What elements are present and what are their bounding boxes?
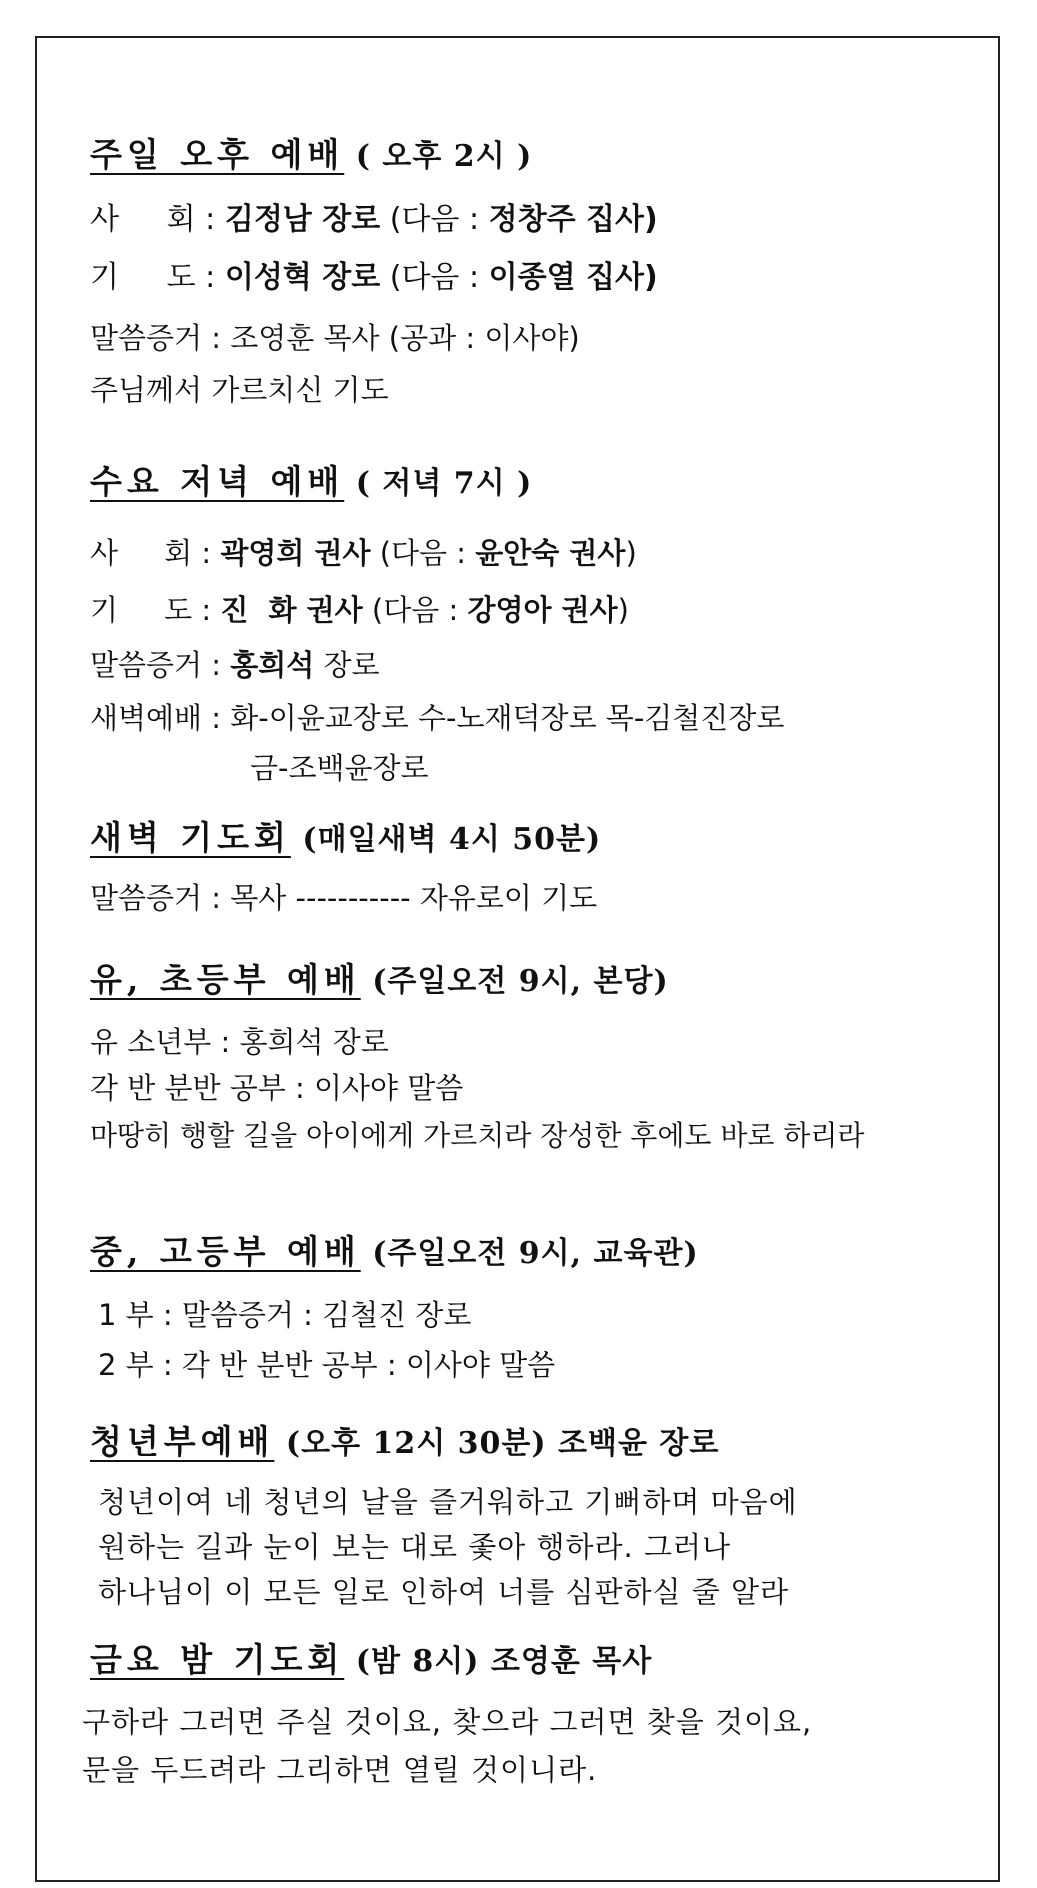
wed-pm-dawn-line: 새벽예배 : 화-이윤교장로 수-노재덕장로 목-김철진장로: [90, 701, 785, 735]
sunday-pm-host-next: 정창주 집사): [488, 202, 658, 237]
wed-pm-sermon-name: 홍희석: [230, 648, 315, 682]
elementary-line-3: 마땅히 행할 길을 아이에게 가르치라 장성한 후에도 바로 하리라: [90, 1119, 865, 1152]
elementary-heading: [90, 960, 669, 1002]
wed-pm-prayer-line: 기 도 : 진 화 권사 (다음 : 강영아 권사): [90, 593, 629, 627]
youth-verse-line-1: 청년이여 네 청년의 날을 즐거워하고 기뻐하며 마음에: [98, 1485, 798, 1519]
secondary-time: (주일오전 9시, 교육관): [372, 1236, 699, 1271]
secondary-line-1: 1 부 : 말씀증거 : 김철진 장로: [98, 1298, 472, 1332]
friday-time: (밤 8시) 조영훈 목사: [355, 1644, 653, 1679]
sunday-pm-topic: 주님께서 가르치신 기도: [90, 373, 389, 407]
wed-pm-sermon-line: 말씀증거 : 홍희석 장로: [90, 648, 380, 682]
secondary-title: 중, 고등부 예배: [90, 1232, 361, 1271]
youth-verse-line-3: 하나님이 이 모든 일로 인하여 너를 심판하실 줄 알라: [98, 1575, 790, 1609]
wed-pm-prayer-next: 강영아 권사: [467, 593, 618, 627]
wed-pm-host-next: 윤안숙 권사: [475, 536, 626, 570]
youth-heading: [90, 1422, 719, 1464]
wed-pm-dawn-schedule-cont: 금-조백윤장로: [250, 751, 429, 785]
elementary-line-1: 유 소년부 : 홍희석 장로: [90, 1025, 389, 1059]
friday-verse-line-1: 구하라 그러면 주실 것이요, 찾으라 그러면 찾을 것이요,: [82, 1705, 813, 1739]
wed-pm-title: 수요 저녁 예배: [90, 462, 345, 501]
sunday-pm-host: 김정남 장로: [224, 202, 381, 237]
dawn-prayer-time: (매일새벽 4시 50분): [302, 822, 602, 857]
youth-time: (오후 12시 30분) 조백윤 장로: [285, 1426, 720, 1461]
wed-pm-host-line: 사 회 : 곽영희 권사 (다음 : 윤안숙 권사): [90, 536, 637, 570]
elementary-line-2: 각 반 분반 공부 : 이사야 말씀: [90, 1071, 464, 1105]
secondary-heading: [90, 1232, 699, 1274]
dawn-prayer-line: 말씀증거 : 목사 ----------- 자유로이 기도: [90, 881, 598, 915]
wed-pm-time: ( 저녁 7시 ): [355, 466, 533, 501]
secondary-line-2: 2 부 : 각 반 분반 공부 : 이사야 말씀: [98, 1348, 556, 1382]
dawn-prayer-title: 새벽 기도회: [90, 818, 291, 857]
dawn-prayer-heading: [90, 818, 601, 860]
friday-verse-line-2: 문을 두드려라 그리하면 열릴 것이니라.: [82, 1753, 598, 1787]
sunday-pm-prayer-line: 기 도 : 이성혁 장로 (다음 : 이종열 집사): [90, 260, 658, 295]
elementary-title: 유, 초등부 예배: [90, 960, 361, 999]
elementary-time: (주일오전 9시, 본당): [372, 964, 669, 999]
sunday-pm-heading: [90, 135, 532, 177]
wed-pm-dawn-schedule: 화-이윤교장로 수-노재덕장로 목-김철진장로: [230, 701, 785, 735]
sunday-pm-prayer-next: 이종열 집사): [488, 260, 658, 295]
youth-title: 청년부예배: [90, 1422, 275, 1461]
sunday-pm-time: ( 오후 2시 ): [355, 139, 533, 174]
friday-heading: [90, 1640, 652, 1682]
wed-pm-heading: [90, 462, 532, 504]
youth-verse-line-2: 원하는 길과 눈이 보는 대로 좇아 행하라. 그러나: [98, 1530, 732, 1564]
sunday-pm-host-line: 사 회 : 김정남 장로 (다음 : 정창주 집사): [90, 202, 658, 237]
sunday-pm-sermon: 말씀증거 : 조영훈 목사 (공과 : 이사야): [90, 321, 580, 355]
wed-pm-host: 곽영희 권사: [220, 536, 371, 570]
sunday-pm-prayer: 이성혁 장로: [224, 260, 381, 295]
sunday-pm-title: 주일 오후 예배: [90, 135, 345, 174]
friday-title: 금요 밤 기도회: [90, 1640, 345, 1679]
wed-pm-prayer: 진 화 권사: [220, 593, 363, 627]
